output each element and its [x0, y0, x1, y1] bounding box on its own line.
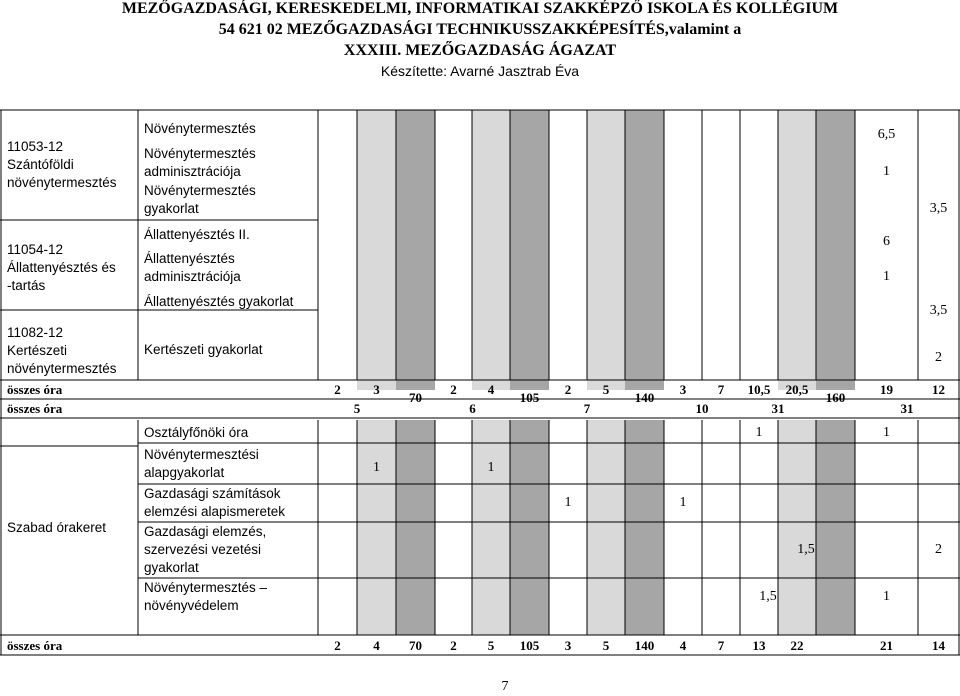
subject-name: Állattenyésztés gyakorlat — [144, 294, 294, 309]
module-name: -tartás — [7, 278, 46, 293]
total-row-label: összes óra — [7, 382, 63, 397]
total-cell: 70 — [409, 638, 422, 653]
year-total: 70 — [409, 390, 422, 405]
free-hours-value: 1,5 — [759, 589, 777, 604]
subject-hours: 1 — [883, 269, 890, 284]
qualification-line: 54 621 02 MEZŐGAZDASÁGI TECHNIKUSSZAKKÉPESÍTÉS,valamint a — [218, 21, 742, 38]
shade-col-4 — [510, 110, 549, 390]
free-hours-item: Gazdasági számítások — [144, 486, 281, 501]
module-name: Szántóföldi — [7, 157, 74, 172]
free-hours-item: alapgyakorlat — [144, 465, 225, 480]
total-cell: 14 — [932, 638, 945, 653]
shade-col-1 — [357, 420, 396, 635]
shade-col-6 — [625, 420, 664, 635]
total-cell: 4 — [679, 638, 687, 653]
homeroom-hours: 1 — [883, 425, 890, 440]
total-cell: 7 — [717, 638, 725, 653]
subject-hours: 2 — [935, 350, 942, 365]
subject-name: Növénytermesztés — [144, 183, 256, 198]
total-cell: 13 — [752, 638, 766, 653]
shade-col-4 — [510, 420, 549, 635]
module-name: növénytermesztés — [7, 175, 117, 190]
free-hours-value: 1,5 — [797, 542, 815, 557]
free-hours-value: 2 — [935, 542, 942, 557]
subject-hours: 3,5 — [929, 201, 948, 216]
total-cell: 2 — [334, 382, 341, 397]
free-hours-label: Szabad órakeret — [7, 520, 107, 535]
total-cell: 140 — [634, 638, 655, 653]
total-cell: 20,5 — [785, 382, 809, 397]
subject-hours: 1 — [883, 164, 890, 179]
free-hours-value: 1 — [487, 460, 495, 475]
total-cell: 6 — [469, 401, 476, 416]
free-hours-item: szervezési vezetési — [144, 542, 262, 557]
shade-col-6 — [625, 110, 664, 390]
total-row-label: összes óra — [7, 638, 63, 653]
total-cell: 105 — [519, 638, 540, 653]
subject-name: Állattenyésztés — [144, 251, 235, 266]
year-total: 160 — [825, 390, 846, 405]
author-line: Készítette: Avarné Jasztrab Éva — [380, 63, 580, 79]
subject-hours: 6,5 — [877, 127, 896, 142]
free-hours-item: Növénytermesztési — [144, 447, 259, 462]
total-cell: 4 — [487, 382, 495, 397]
module-code: 11082-12 — [7, 325, 64, 340]
sector-line: XXXIII. MEZŐGAZDASÁG ÁGAZAT — [343, 42, 617, 59]
total-cell: 10,5 — [747, 382, 771, 397]
free-hours-value: 1 — [679, 495, 687, 510]
total-cell: 3 — [679, 382, 687, 397]
free-hours-item: növényvédelem — [144, 598, 239, 613]
subject-name: Növénytermesztés — [144, 121, 256, 136]
year-total: 105 — [519, 390, 540, 405]
shade-col-7 — [778, 110, 816, 390]
subject-hours: 6 — [883, 234, 890, 249]
shade-col-2 — [396, 420, 435, 635]
shade-col-2 — [396, 110, 435, 390]
total-cell: 4 — [373, 638, 380, 653]
total-cell: 2 — [450, 382, 457, 397]
subject-name: adminisztrációja — [144, 164, 241, 179]
total-cell: 31 — [900, 401, 914, 416]
subject-name: gyakorlat — [144, 201, 199, 216]
shade-col-3 — [472, 110, 510, 390]
total-cell: 3 — [373, 382, 380, 397]
total-cell: 2 — [564, 382, 572, 397]
total-cell: 7 — [583, 401, 591, 416]
free-hours-value: 1 — [373, 460, 380, 475]
homeroom-label: Osztályfőnöki óra — [144, 425, 249, 440]
shade-col-5 — [587, 110, 625, 390]
shade-col-1 — [357, 110, 396, 390]
subject-hours: 3,5 — [929, 303, 948, 318]
total-cell: 31 — [771, 401, 785, 416]
total-cell: 2 — [334, 638, 341, 653]
total-cell: 19 — [880, 382, 893, 397]
subject-name: Növénytermesztés — [144, 146, 256, 161]
free-hours-item: gyakorlat — [144, 560, 199, 575]
module-name: növénytermesztés — [7, 361, 117, 376]
module-name: Kertészeti — [7, 343, 68, 358]
total-cell: 5 — [602, 382, 610, 397]
shade-col-8 — [816, 110, 855, 390]
total-cell: 2 — [450, 638, 457, 653]
free-hours-value: 1 — [883, 589, 890, 604]
module-code: 11053-12 — [7, 139, 64, 154]
page-number: 7 — [501, 679, 509, 694]
total-cell: 5 — [353, 401, 361, 416]
shade-col-8 — [816, 420, 855, 635]
shade-col-3 — [472, 420, 510, 635]
subject-name: Kertészeti gyakorlat — [144, 342, 263, 357]
total-cell: 5 — [602, 638, 610, 653]
year-total: 140 — [634, 390, 655, 405]
module-name: Állattenyésztés és — [7, 260, 116, 275]
subject-name: adminisztrációja — [144, 269, 241, 284]
total-cell: 3 — [564, 638, 572, 653]
free-hours-item: elemzési alapismeretek — [144, 504, 286, 519]
homeroom-hours: 1 — [755, 425, 763, 440]
total-row-label: összes óra — [7, 401, 63, 416]
school-name: MEZŐGAZDASÁGI, KERESKEDELMI, INFORMATIKAI SZAKKÉPZŐ ISKOLA ÉS KOLLÉGIUM — [121, 0, 839, 17]
subject-name: Állattenyésztés II. — [144, 227, 250, 242]
free-hours-value: 1 — [564, 495, 572, 510]
total-cell: 10 — [695, 401, 709, 416]
free-hours-item: Gazdasági elemzés, — [144, 524, 267, 539]
module-code: 11054-12 — [7, 242, 64, 257]
total-cell: 22 — [790, 638, 804, 653]
total-cell: 5 — [487, 638, 495, 653]
free-hours-item: Növénytermesztés – — [144, 580, 268, 595]
shade-col-5 — [587, 420, 625, 635]
total-cell: 21 — [880, 638, 893, 653]
total-cell: 7 — [717, 382, 725, 397]
total-cell: 12 — [932, 382, 945, 397]
